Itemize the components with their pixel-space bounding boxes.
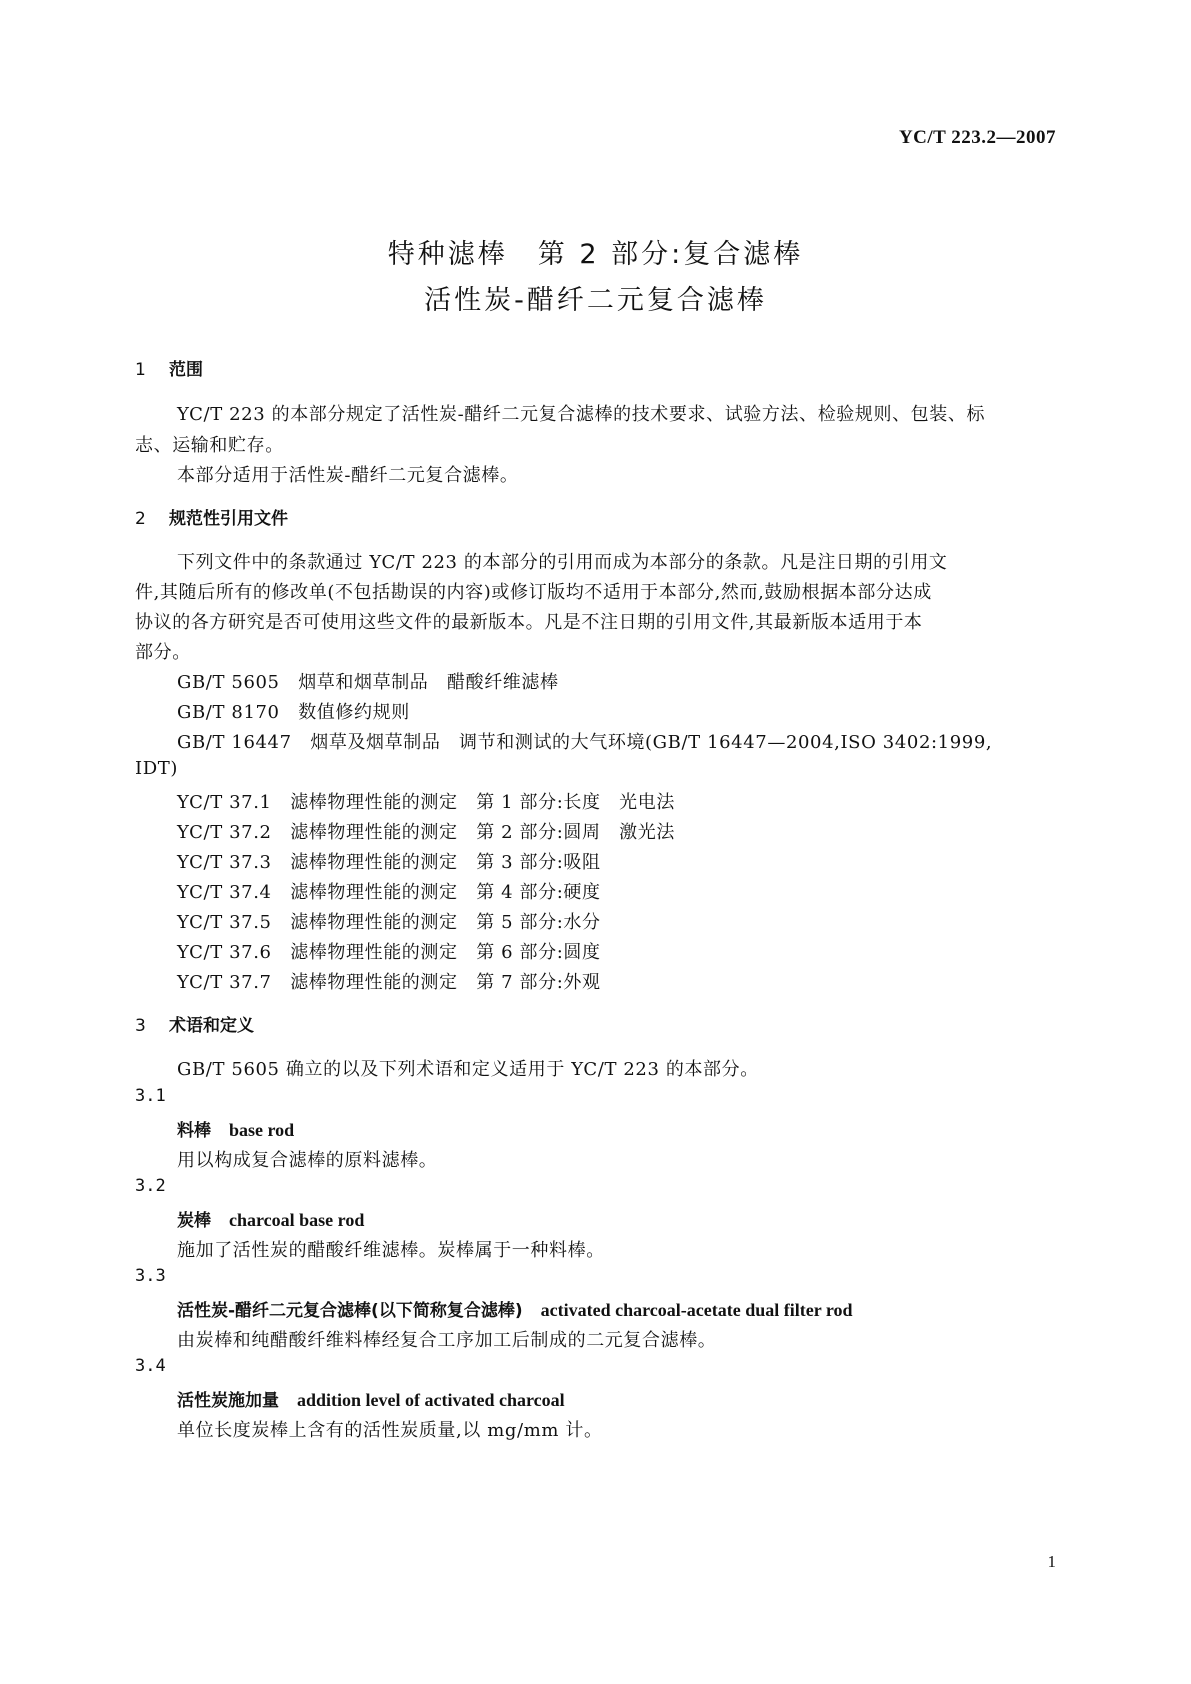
- reference-item: YC/T 37.7 滤棒物理性能的测定 第 7 部分:外观: [177, 972, 601, 993]
- term-definition: 用以构成复合滤棒的原料滤棒。: [177, 1150, 438, 1171]
- s2-paragraph-line-1: 下列文件中的条款通过 YC/T 223 的本部分的引用而成为本部分的条款。凡是注日期的引用文: [177, 552, 948, 573]
- term-number: 3.4: [135, 1356, 166, 1376]
- reference-item: YC/T 37.4 滤棒物理性能的测定 第 4 部分:硬度: [177, 882, 601, 903]
- reference-item: YC/T 37.6 滤棒物理性能的测定 第 6 部分:圆度: [177, 942, 601, 963]
- page-number: 1: [1047, 1552, 1056, 1571]
- term-heading: [177, 1296, 853, 1321]
- term-definition: 单位长度炭棒上含有的活性炭质量,以 mg/mm 计。: [177, 1420, 603, 1441]
- term-number: 3.3: [135, 1266, 166, 1286]
- term-zh: 料棒: [177, 1121, 211, 1141]
- section-number: 1: [135, 360, 146, 380]
- reference-item: YC/T 37.5 滤棒物理性能的测定 第 5 部分:水分: [177, 912, 601, 933]
- standard-number: YC/T 223.2—2007: [898, 127, 1056, 148]
- term-number: 3.1: [135, 1086, 166, 1106]
- term-heading: [177, 1116, 294, 1141]
- term-en: activated charcoal-acetate dual filter rod: [540, 1300, 853, 1320]
- reference-item-continuation: IDT): [135, 758, 178, 779]
- section-2-heading: [135, 504, 288, 529]
- term-en: charcoal base rod: [229, 1210, 365, 1230]
- s2-paragraph-line-3: 协议的各方研究是否可使用这些文件的最新版本。凡是不注日期的引用文件,其最新版本适用于本: [135, 612, 923, 633]
- section-title: 规范性引用文件: [169, 509, 288, 529]
- reference-item: GB/T 8170 数值修约规则: [177, 702, 410, 723]
- s1-paragraph-1-line-1: YC/T 223 的本部分规定了活性炭-醋纤二元复合滤棒的技术要求、试验方法、检验规则、包装、标: [177, 404, 986, 425]
- title-line-1: 特种滤棒 第 2 部分:复合滤棒: [387, 239, 804, 270]
- s3-paragraph: GB/T 5605 确立的以及下列术语和定义适用于 YC/T 223 的本部分。: [177, 1059, 759, 1080]
- term-number: 3.2: [135, 1176, 166, 1196]
- term-zh: 活性炭-醋纤二元复合滤棒(以下简称复合滤棒): [177, 1301, 523, 1321]
- s1-paragraph-2: 本部分适用于活性炭-醋纤二元复合滤棒。: [177, 465, 519, 486]
- term-heading: [177, 1386, 565, 1411]
- term-heading: [177, 1206, 364, 1231]
- reference-item: GB/T 16447 烟草及烟草制品 调节和测试的大气环境(GB/T 16447—2004,ISO 3402:1999,: [177, 732, 993, 753]
- s2-paragraph-line-2: 件,其随后所有的修改单(不包括勘误的内容)或修订版均不适用于本部分,然而,鼓励根据本部分达成: [135, 582, 932, 603]
- term-en: addition level of activated charcoal: [297, 1390, 565, 1410]
- section-title: 术语和定义: [169, 1016, 254, 1036]
- term-zh: 活性炭施加量: [177, 1391, 279, 1411]
- section-number: 2: [135, 509, 146, 529]
- reference-item: GB/T 5605 烟草和烟草制品 醋酸纤维滤棒: [177, 672, 559, 693]
- section-3-heading: [135, 1011, 254, 1036]
- term-zh: 炭棒: [177, 1211, 211, 1231]
- s1-paragraph-1-line-2: 志、运输和贮存。: [135, 435, 284, 456]
- section-title: 范围: [169, 360, 203, 380]
- section-1-heading: [135, 355, 203, 380]
- reference-item: YC/T 37.1 滤棒物理性能的测定 第 1 部分:长度 光电法: [177, 792, 675, 813]
- section-number: 3: [135, 1016, 146, 1036]
- term-en: base rod: [229, 1120, 295, 1140]
- term-definition: 由炭棒和纯醋酸纤维料棒经复合工序加工后制成的二元复合滤棒。: [177, 1330, 717, 1351]
- title-line-2: 活性炭-醋纤二元复合滤棒: [424, 285, 767, 316]
- reference-item: YC/T 37.2 滤棒物理性能的测定 第 2 部分:圆周 激光法: [177, 822, 675, 843]
- term-definition: 施加了活性炭的醋酸纤维滤棒。炭棒属于一种料棒。: [177, 1240, 605, 1261]
- reference-item: YC/T 37.3 滤棒物理性能的测定 第 3 部分:吸阻: [177, 852, 601, 873]
- s2-paragraph-line-4: 部分。: [135, 642, 191, 663]
